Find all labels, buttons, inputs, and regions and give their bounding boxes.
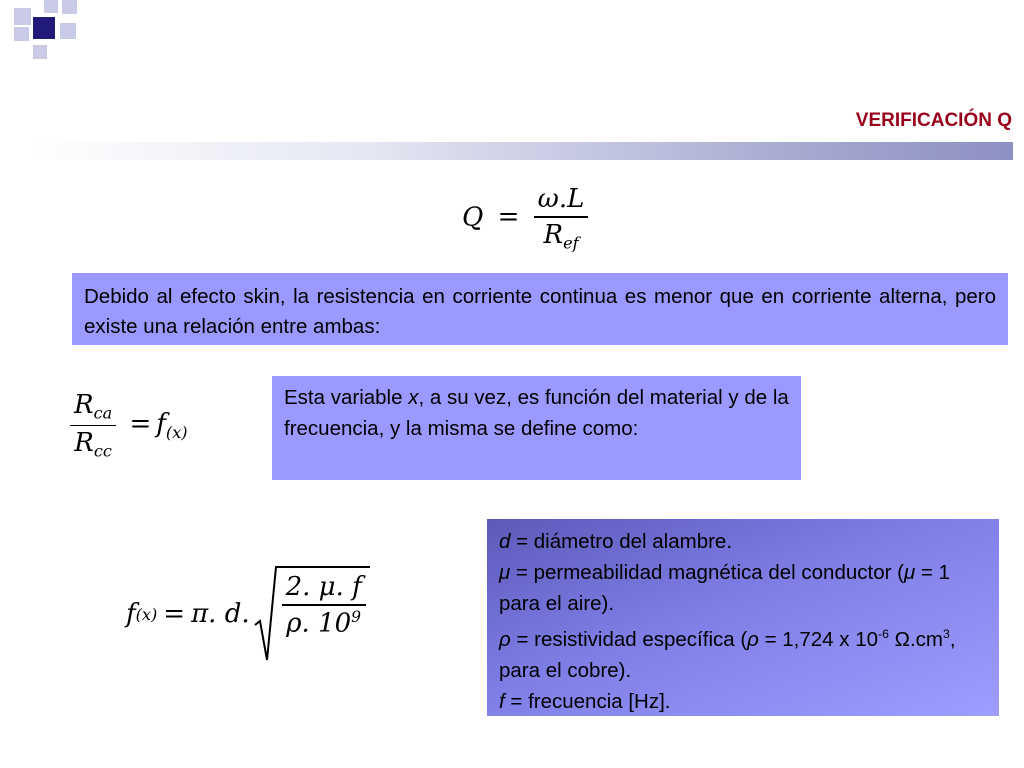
decor-square: [44, 0, 58, 13]
rho-unit: Ω.cm: [888, 627, 944, 651]
formula-ratio-denominator: [70, 426, 116, 461]
f-symbol: f: [499, 689, 505, 713]
decor-square: [62, 0, 77, 14]
fx-sqrt: [254, 565, 370, 663]
f-text: = frecuencia [Hz].: [504, 689, 671, 713]
fx-sqrt-fraction: [282, 572, 366, 639]
fx-equals: =: [163, 599, 186, 629]
ratio-rhs-sub: (x): [165, 422, 188, 442]
fx-factor: π. d.: [191, 599, 250, 629]
decor-square: [60, 23, 76, 39]
formula-fx: [126, 565, 370, 663]
skin-effect-textbox: [72, 273, 1008, 345]
mu-text: = permeabilidad magnética del conductor (: [510, 561, 904, 584]
fx-numerator: 2. μ. f: [282, 572, 366, 606]
formula-q-den-main: R: [543, 220, 564, 250]
decor-square: [33, 45, 47, 59]
variable-x-text-part2: , a su vez, es función del material y de la frecuencia, y la misma se define como:: [284, 386, 789, 440]
formula-q-fraction: [534, 184, 589, 253]
formula-q-lhs: Q: [462, 202, 484, 233]
decor-square: [33, 17, 55, 39]
ratio-num-main: R: [74, 390, 94, 420]
rho-exponent: -6: [878, 627, 889, 641]
formula-q-denominator: [539, 218, 582, 253]
definitions-textbox: [487, 519, 999, 716]
mu-symbol-2: μ: [903, 561, 916, 584]
ratio-rhs-main: f: [156, 409, 166, 440]
fx-lhs-main: f: [126, 599, 136, 629]
formula-ratio-fraction: [70, 390, 116, 460]
rho-text-2: = 1,724 x 10: [758, 627, 879, 651]
skin-effect-text: Debido al efecto skin, la resistencia en corriente continua es menor que en corriente alterna, pero existe una relación entre ambas:: [84, 285, 996, 338]
formula-ratio-equals: =: [129, 409, 152, 440]
variable-x-text-part1: Esta variable: [284, 386, 409, 409]
d-text: = diámetro del alambre.: [510, 530, 733, 553]
rho-text: = resistividad específica (: [510, 627, 748, 651]
formula-q: [462, 184, 588, 253]
rho-text-3: , para el cobre).: [499, 627, 956, 682]
mu-text-2: = 1 para el aire).: [499, 561, 950, 615]
variable-x-textbox: [272, 376, 801, 480]
title-underline-bar: [30, 142, 1013, 160]
fx-lhs-sub: (x): [135, 604, 158, 624]
ratio-num-sub: ca: [93, 403, 113, 423]
formula-q-den-sub: ef: [563, 233, 579, 253]
decor-square: [14, 27, 29, 41]
definition-d: [499, 526, 987, 557]
d-symbol: d: [499, 530, 511, 553]
definition-rho: [499, 619, 987, 686]
ratio-den-sub: cc: [93, 441, 112, 461]
formula-q-equals: =: [497, 202, 520, 233]
mu-symbol: μ: [499, 561, 511, 584]
rho-unit-exponent: 3: [943, 627, 950, 641]
rho-symbol: ρ: [499, 627, 511, 651]
rho-symbol-2: ρ: [747, 627, 759, 651]
sqrt-sign-icon: [254, 565, 278, 663]
fx-den-exp: 9: [351, 608, 362, 626]
formula-ratio: [70, 390, 188, 460]
fx-den-main: ρ. 10: [286, 608, 352, 639]
fx-denominator: [282, 606, 365, 639]
decor-square: [14, 8, 31, 25]
definition-f: [499, 686, 987, 717]
fx-sqrt-body: [278, 566, 370, 663]
definition-mu: [499, 557, 987, 619]
formula-ratio-numerator: [70, 390, 116, 426]
slide-title: VERIFICACIÓN Q: [855, 110, 1012, 131]
formula-q-numerator: ω.L: [534, 184, 589, 218]
variable-x-symbol: x: [408, 386, 419, 409]
ratio-den-main: R: [74, 427, 94, 458]
